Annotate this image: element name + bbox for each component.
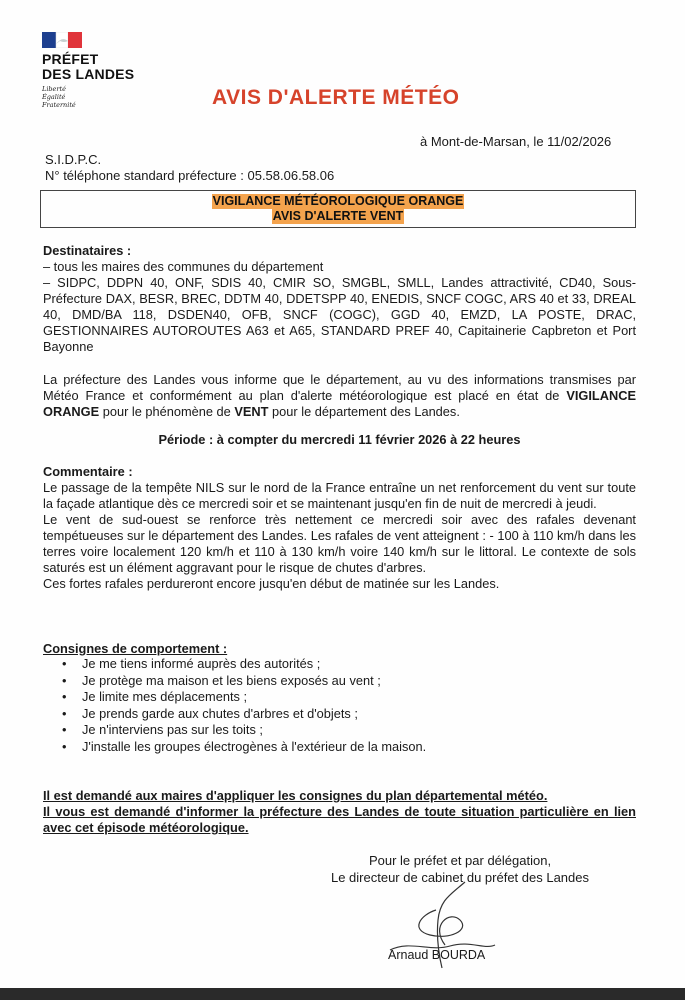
- list-item: [62, 722, 426, 739]
- scan-edge-bar: [0, 988, 685, 1000]
- bullet-icon: •: [62, 738, 67, 754]
- list-item: [62, 656, 426, 673]
- recipients-label: Destinataires :: [43, 243, 132, 258]
- vigilance-banner: [40, 190, 636, 228]
- bullet-icon: •: [62, 705, 67, 721]
- comment-label: Commentaire :: [43, 464, 133, 479]
- consignes-label: Consignes de comportement :: [43, 641, 228, 656]
- list-item: [62, 673, 426, 690]
- motto-liberte: Liberté: [42, 85, 66, 93]
- intro-part1: La préfecture des Landes vous informe que le département, au vu des informations transmises par Météo France et conformément au plan d'alerte météorologique est placé en état de: [43, 372, 636, 403]
- phone-number: N° téléphone standard préfecture : 05.58.06.58.06: [45, 168, 335, 183]
- demand-line2: Il vous est demandé d'informer la préfecture des Landes de toute situation particulière en lien avec cet épisode météorologique.: [43, 804, 636, 835]
- place-date: à Mont-de-Marsan, le 11/02/2026: [420, 134, 612, 149]
- list-item: [62, 739, 426, 756]
- intro-vigilance: VIGILANCE ORANGE: [43, 388, 636, 419]
- service-name: S.I.D.P.C.: [45, 152, 102, 167]
- signature-line1: Pour le préfet et par délégation,: [368, 853, 552, 868]
- banner-line2: AVIS D'ALERTE VENT: [272, 209, 404, 223]
- list-item: [62, 689, 426, 706]
- prefet-line2: DES LANDES: [42, 66, 135, 82]
- consigne-text: Je me tiens informé auprès des autorités ;: [82, 656, 321, 671]
- prefecture-logo: [42, 32, 172, 109]
- list-item: [62, 706, 426, 723]
- motto-fraternite: Fraternité: [42, 101, 76, 109]
- consigne-text: J'installe les groupes électrogènes à l'extérieur de la maison.: [82, 738, 427, 754]
- intro-part3: pour le département des Landes.: [268, 404, 460, 419]
- motto-egalite: Égalité: [42, 93, 66, 101]
- consignes-list: [62, 656, 426, 755]
- republic-motto: [42, 85, 172, 109]
- comment-p3: Ces fortes rafales perdureront encore jusqu'en début de matinée sur les Landes.: [43, 576, 500, 591]
- bullet-icon: •: [62, 722, 67, 737]
- consigne-text: Je prends garde aux chutes d'arbres et d'objets ;: [82, 705, 358, 721]
- service-info: [45, 152, 334, 184]
- intro-part2: pour le phénomène de: [99, 404, 235, 419]
- consigne-text: Je limite mes déplacements ;: [82, 689, 248, 704]
- bullet-icon: •: [62, 656, 67, 671]
- consigne-text: Je n'interviens pas sur les toits ;: [82, 722, 263, 737]
- recipients-line2: – SIDPC, DDPN 40, ONF, SDIS 40, CMIR SO, SMGBL, SMLL, Landes attractivité, CD40, Sous-Préfecture DAX, BESR, BREC, DDTM 40, DDETSPP 40, ENEDIS, SNCF COGC, ARS 40 et 33, DREAL 40, DMD/BA 118, DSDEN40, OFB, SNCF (COGC), GGD 40, EMZD, LA POSTE, DRAC, GESTIONNAIRES AUTOROUTES A63 et A65, STANDARD PREF 40, Capitainerie Capbreton et Port Bayonne: [43, 275, 636, 354]
- consigne-text: Je protège ma maison et les biens exposés au vent ;: [82, 672, 381, 688]
- comment-p1: Le passage de la tempête NILS sur le nord de la France entraîne un net renforcement du vent sur toute la façade atlantique dès ce mercredi soir et se maintenant jusqu'en fin de nuit de mercredi à jeudi.: [43, 480, 636, 511]
- alert-period: Période : à compter du mercredi 11 février 2026 à 22 heures: [158, 432, 521, 447]
- recipients-line1: – tous les maires des communes du département: [43, 259, 324, 274]
- comment-section: [43, 464, 636, 592]
- page-title: AVIS D'ALERTE MÉTÉO: [212, 86, 460, 109]
- intro-phenomenon: VENT: [234, 404, 269, 419]
- french-republic-flag-icon: [42, 32, 82, 48]
- banner-line1: VIGILANCE MÉTÉOROLOGIQUE ORANGE: [212, 194, 464, 208]
- recipients-section: [43, 243, 636, 355]
- comment-p2: Le vent de sud-ouest se renforce très nettement ce mercredi soir avec des rafales devenant tempétueuses sur le département des Landes. Les rafales de vent atteignent : - 100 à 110 km/h dans les terres voire localement 120 km/h et 110 à 130 km/h voire 140 km/h sur le littoral. Le contexte de sols saturés est un élément aggravant pour le risque de chutes d'arbres.: [43, 512, 636, 575]
- intro-paragraph: [43, 372, 636, 420]
- prefet-line1: PRÉFET: [42, 51, 99, 67]
- signer-name: Arnaud BOURDA: [388, 948, 486, 962]
- bullet-icon: •: [62, 672, 67, 688]
- demand-line1: Il est demandé aux maires d'appliquer les consignes du plan départemental météo.: [43, 788, 548, 803]
- mayor-demands: [43, 788, 636, 836]
- signature-line2: Le directeur de cabinet du préfet des Landes: [330, 870, 589, 885]
- bullet-icon: •: [62, 689, 67, 704]
